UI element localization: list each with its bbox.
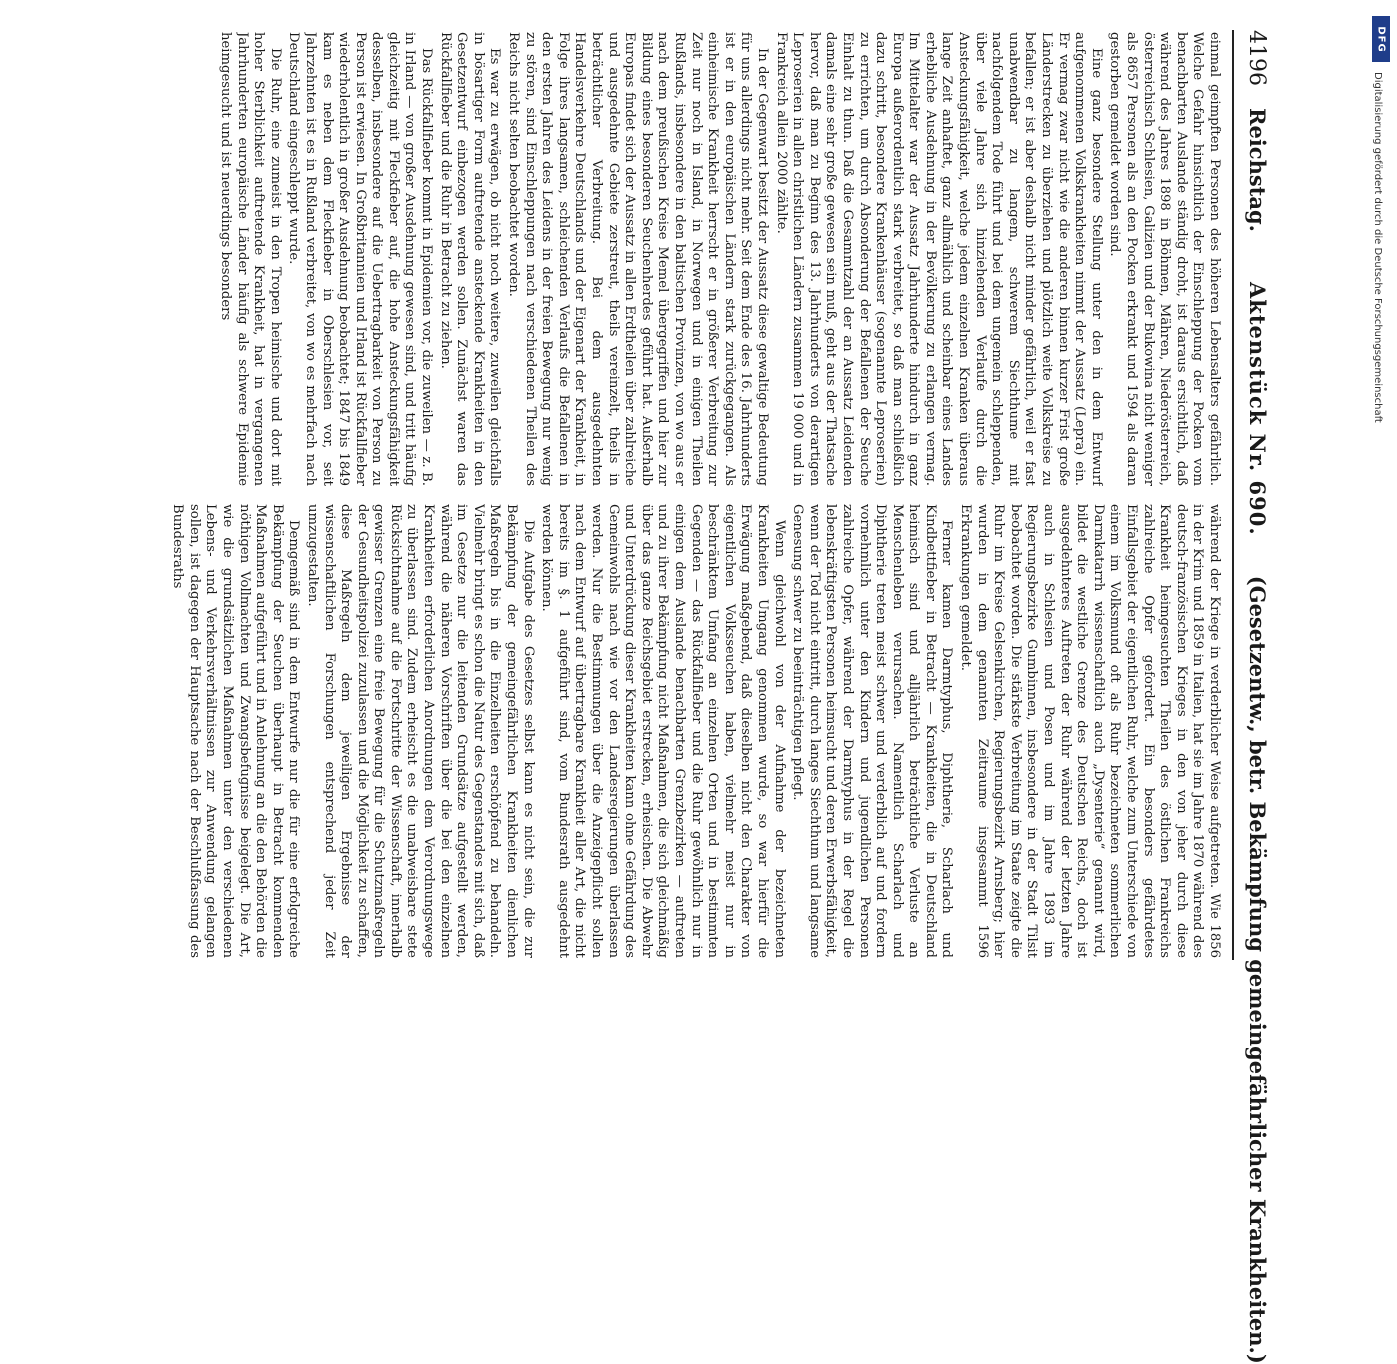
document-number: Aktenstück Nr. 690. xyxy=(1245,281,1270,536)
dfg-credit-text: Digitalisierung gefördert durch die Deutsche Forschungsgemeinschaft xyxy=(1372,72,1383,423)
paragraph: In der Gegenwart besitzt der Aussatz diese gewaltige Bedeutung für uns allerdings nicht mehr. Seit dem Ende des 16. Jahrhunderts ist er in den europäischen Ländern stark zurückgegangen. Als einheimische Krankheit herrscht er in größerer Verbreitung zur Zeit nur noch in Island, in Norwegen und in einigen Theilen Rußlands, insbesondere in den baltischen Provinzen, von wo aus er nach dem preußischen Kreise Memel übergegriffen und hier zur Bildung eines besonderen Seuchenherdes geführt hat. Außerhalb Europas findet sich der Aussatz in allen Erdtheilen über zahlreiche und ausgedehnte Gebiete zerstreut, theils vereinzelt, theils in beträchtlicher Verbreitung. Bei dem ausgedehnten Handelsverkehre Deutschlands und der Eigenart der Krankheit, in Folge ihres langsamen, schleichenden Verlaufs die Befallenen in den ersten Jahren des Leidens in der freien Bewegung nur wenig zu stören, sind Einschleppungen nach verschiedenen Theilen des Reichs nicht selten beobachtet worden. xyxy=(506,32,770,486)
page-number: 4196 xyxy=(1244,30,1269,86)
paragraph: während der Kriege in verderblicher Weise aufgetreten. Wie 1856 in der Krim und 1859 in Italien, hat sie im Jahre 1870 während des deutsch-französischen Krieges in den von jeher durch diese Krankheit heimgesuchten Theilen des östlichen Frankreichs zahlreiche Opfer gefordert. Ein besonders gefährdetes Einfallsgebiet der eigentlichen Ruhr, welche zum Unterschiede von einem im Volksmund oft als Ruhr bezeichneten sommerlichen Darmkatarrh wissenschaftlich auch „Dysenterie“ genannt wird, bildet die westliche Grenze des Deutschen Reichs, doch ist ausgedehnteres Auftreten der Ruhr während der letzten Jahre auch in Schlesien und Posen und im Jahre 1893 im Regierungsbezirke Gumbinnen, insbesondere in der Stadt Tilsit beobachtet worden. Die stärkste Verbreitung im Staate zeigte die Ruhr im Kreise Gelsenkirchen, Regierungsbezirk Arnsberg; hier wurden in dem genannten Zeitraume insgesammt 1596 Erkrankungen gemeldet. xyxy=(958,504,1222,958)
text-columns xyxy=(20,32,1222,958)
running-head xyxy=(1236,30,1270,1364)
paragraph: Demgemäß sind in dem Entwurfe nur die für eine erfolgreiche Bekämpfung der Seuchen überhaupt in Betracht kommenden Maßnahmen aufgeführt und in Anlehnung an die den Behörden die nöthigen Vollmachten und Zwangsbefugnisse beigelegt. Die Art, wie die grundsätzlichen Maßnahmen unter den verschiedenen Lebens- und Verkehrsverhältnissen zur Anwendung gelangen sollen, ist dagegen der Hauptsache nach der Beschlußfassung des Bundesraths xyxy=(170,504,302,958)
paragraph: einmal geimpften Personen des höheren Lebensalters gefährlich. Welche Gefahr hinsichtlich der Einschleppung der Pocken vom benachbarten Auslande ständig droht, ist daraus ersichtlich, daß während des Jahres 1898 in Böhmen, Mähren, Niederösterreich, österreichisch Schlesien, Galizien und der Bukowina nicht weniger als 8657 Personen als an den Pocken erkrankt und 1594 als daran gestorben gemeldet worden sind. xyxy=(1107,32,1222,486)
paragraph: Die Ruhr, eine zumeist in den Tropen heimische und dort mit hoher Sterblichkeit auftretende Krankheit, hat in vergangenen Jahrhunderten europäische Länder häufig als schwere Epidemie heimgesucht und ist neuerdings besonders xyxy=(217,32,283,486)
header-rule xyxy=(1232,30,1234,960)
right-column xyxy=(20,504,1222,958)
left-column xyxy=(20,32,1222,486)
dfg-logo-text: DFG xyxy=(1375,25,1387,53)
paragraph: Eine ganz besondere Stellung unter den in dem Entwurf aufgenommenen Volkskrankheiten nimmt der Aussatz (Lepra) ein. Er vermag zwar nicht wie die anderen binnen kurzer Frist große Länderstrecken zu überziehen und plötzlich weite Volkskreise zu befallen; er ist aber deshalb nicht minder gefährlich, weil er fast unabwendbar zu langem, schwerem Siechthume mit nachfolgendem Tode führt und bei dem ungemein schleppenden, über viele Jahre sich hinziehenden Verlaufe durch die Ansteckungsfähigkeit, welche jedem einzelnen Kranken überaus lange Zeit anhaftet, ganz allmählich und scheinbar eines Landes erhebliche Ausdehnung in der Bevölkerung zu erlangen vermag. Im Mittelalter war der Aussatz Jahrhunderte hindurch in ganz Europa außerordentlich stark verbreitet, so daß man schließlich dazu schritt, besondere Krankenhäuser (sogenannte Leproserien) zu errichten, um durch Absonderung der Befallenen der Seuche Einhalt zu thun. Daß die Gesammtzahl der an Aussatz Leidenden damals eine sehr große gewesen sein muß, geht aus der Thatsache hervor, daß man zu Beginn des 13. Jahrhunderts von derartigen Leproserien in allen christlichen Ländern zusammen 19 000 und in Frankreich allein 2000 zählte. xyxy=(773,32,1104,486)
paragraph: Es war zu erwägen, ob nicht noch weitere, zuweilen gleichfalls in bösartiger Form auftretende ansteckende Krankheiten in den Gesetzentwurf einbezogen werden sollen. Zunächst waren das Rückfallfieber und die Ruhr in Betracht zu ziehen. xyxy=(437,32,503,486)
paragraph: Wenn gleichwohl von der Aufnahme der bezeichneten Krankheiten Umgang genommen wurde, so war hierfür die Erwägung maßgebend, daß dieselben nicht den Charakter von eigentlichen Volksseuchen haben, vielmehr meist nur in beschränktem Umfang an einzelnen Orten und in bestimmten Gegenden — das Rückfallfieber und die Ruhr gewöhnlich nur in einigen dem Auslande benachbarten Grenzbezirken — auftreten und zu ihrer Bekämpfung nicht Maßnahmen, die sich gleichmäßig über das ganze Reichsgebiet erstrecken, erheischen. Die Abwehr und Unterdrückung dieser Krankheiten kann ohne Gefährdung des Gemeinwohls nach wie vor den Landesregierungen überlassen werden. Nur die Bestimmungen über die Anzeigepflicht sollen nach dem Entwurf auf übertragbare Krankheit aller Art, die nicht bereits im §. 1 aufgeführt sind, vom Bundesrath ausgedehnt werden können. xyxy=(539,504,787,958)
paragraph: Die Aufgabe des Gesetzes selbst kann es nicht sein, die zur Bekämpfung der gemeingefährlichen Krankheiten dienlichen Maßregeln bis in die Einzelheiten erschöpfend zu behandeln. Vielmehr bringt es schon die Natur des Gegenstandes mit sich, daß im Gesetze nur die leitenden Grundsätze aufgestellt werden, während die näheren Vorschriften über die bei den einzelnen Krankheiten erforderlichen Anordnungen dem Verordnungswege zu überlassen sind. Zudem erheischt es die unabweisbare stete Rücksichtnahme auf die Fortschritte der Wissenschaft, innerhalb gewisser Grenzen eine freie Bewegung für die Schutzmaßregeln der Gesundheitspolizei zuzulassen und die Möglichkeit zu schaffen, diese Maßregeln dem jeweiligen Ergebnisse der wissenschaftlichen Forschungen entsprechend jeder Zeit umzugestalten. xyxy=(304,504,536,958)
paragraph: Ferner kamen Darmtyphus, Diphtherie, Scharlach und Kindbettfieber in Betracht — Krankheiten, die in Deutschland heimisch sind und alljährlich beträchtliche Verluste an Menschenleben verursachen. Namentlich Scharlach und Diphtherie treten meist schwer und verderblich auf und fordern vornehmlich unter den Kindern und jugendlichen Personen zahlreiche Opfer, während der Darmtyphus in der Regel die lebenskräftigsten Personen heimsucht und deren Erwerbsfähigkeit, wenn der Tod nicht eintritt, durch langes Siechthum und langsame Genesung schwer zu beeinträchtigen pflegt. xyxy=(790,504,955,958)
document-title: (Gesetzentw., betr. Bekämpfung gemeingefährlicher Krankheiten.) xyxy=(1245,575,1270,1364)
journal-title: Reichstag. xyxy=(1245,108,1270,232)
paragraph: Das Rückfallfieber kommt in Epidemien vor, die zuweilen — z. B. in Irland — von großer Ausdehnung gewesen sind, und tritt häufig gleichzeitig mit Fleckfieber auf, die hohe Ansteckungsfähigkeit desselben, insbesondere auf die Uebertragbarkeit von Person zu Person ist erwiesen. In Großbritannien und Irland ist Rückfallfieber wiederholentlich in großer Ausdehnung beobachtet; 1847 bis 1849 kam es neben dem Fleckfieber in Oberschlesien vor, seit Jahrzehnten ist es in Rußland verbreitet, von wo es mehrfach nach Deutschland eingeschleppt wurde. xyxy=(286,32,435,486)
dfg-logo-icon xyxy=(1372,16,1390,62)
